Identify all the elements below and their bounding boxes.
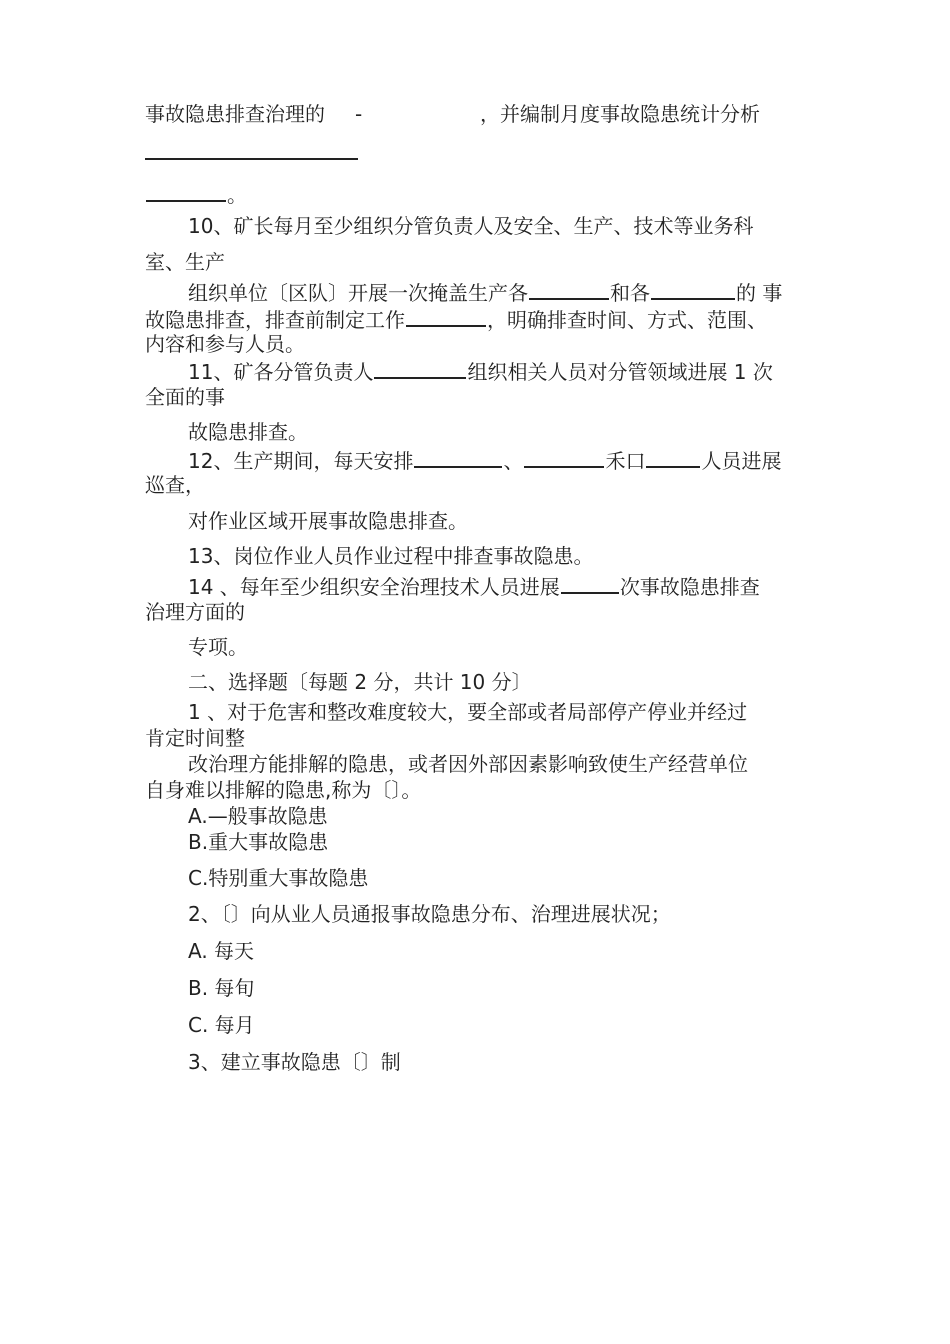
text-line: 肯定时间整: [145, 726, 245, 750]
text-line: 内容和参与人员。: [145, 332, 305, 356]
fill-blank: [406, 305, 486, 327]
fill-blank: [651, 278, 735, 300]
fill-blank: [374, 357, 466, 379]
text-line: 故隐患排查。: [188, 420, 308, 444]
text-line: 。: [145, 180, 247, 208]
fill-blank: [529, 278, 609, 300]
option-b: B. 每旬: [188, 976, 255, 1000]
text-line: ，并编制月度事故隐患统计分析: [480, 102, 760, 126]
text-line: 对作业区域开展事故隐患排查。: [188, 509, 468, 533]
option-c: C. 每月: [188, 1013, 255, 1037]
text-line: 改治理方能排解的隐患，或者因外部因素影响致使生产经营单位: [188, 752, 748, 776]
text-dash: -: [355, 102, 363, 126]
section-heading: 二、选择题〔每题 2 分，共计 10 分〕: [188, 670, 532, 694]
question-13: 13、岗位作业人员作业过程中排查事故隐患。: [188, 544, 594, 568]
fill-blank: [524, 446, 604, 468]
option-a: A. 每天: [188, 939, 255, 963]
question-11: 11、矿各分管负责人 组织相关人员对分管领域进展 1 次: [188, 357, 773, 385]
choice-question-1: 1 、对于危害和整改难度较大，要全部或者局部停产停业并经过: [188, 700, 748, 724]
option-b: B.重大事故隐患: [188, 830, 329, 854]
text-line: 组织单位〔区队〕开展一次掩盖生产各 和各 的 事: [188, 278, 782, 306]
text-line: 故隐患排查，排查前制定工作 ，明确排查时间、方式、范围、: [145, 305, 767, 333]
question-12: 12、生产期间，每天安排 、 禾口 人员进展: [188, 446, 781, 474]
question-10: 10、矿长每月至少组织分管负责人及安全、生产、技术等业务科: [188, 214, 754, 238]
fill-blank: [561, 572, 619, 594]
option-a: A.—般事故隐患: [188, 804, 328, 828]
fill-blank: [414, 446, 502, 468]
text-line: 自身难以排解的隐患,称为〔〕。: [145, 778, 422, 802]
text-line: 专项。: [188, 635, 248, 659]
text-line: 巡查，: [145, 473, 205, 497]
fill-blank: [646, 446, 700, 468]
text-line: 室、生产: [145, 250, 225, 274]
option-c: C.特别重大事故隐患: [188, 866, 369, 890]
text-line: 全面的事: [145, 385, 225, 409]
choice-question-3: 3、建立事故隐患〔〕制: [188, 1050, 401, 1074]
text-line: 治理方面的: [145, 600, 245, 624]
text-line: 事故隐患排查治理的: [145, 102, 325, 126]
fill-blank: [146, 180, 226, 202]
question-14: 14 、每年至少组织安全治理技术人员进展 次事故隐患排查: [188, 572, 760, 600]
fill-blank-line: [145, 158, 358, 160]
choice-question-2: 2、〔〕向从业人员通报事故隐患分布、治理进展状况；: [188, 902, 671, 926]
